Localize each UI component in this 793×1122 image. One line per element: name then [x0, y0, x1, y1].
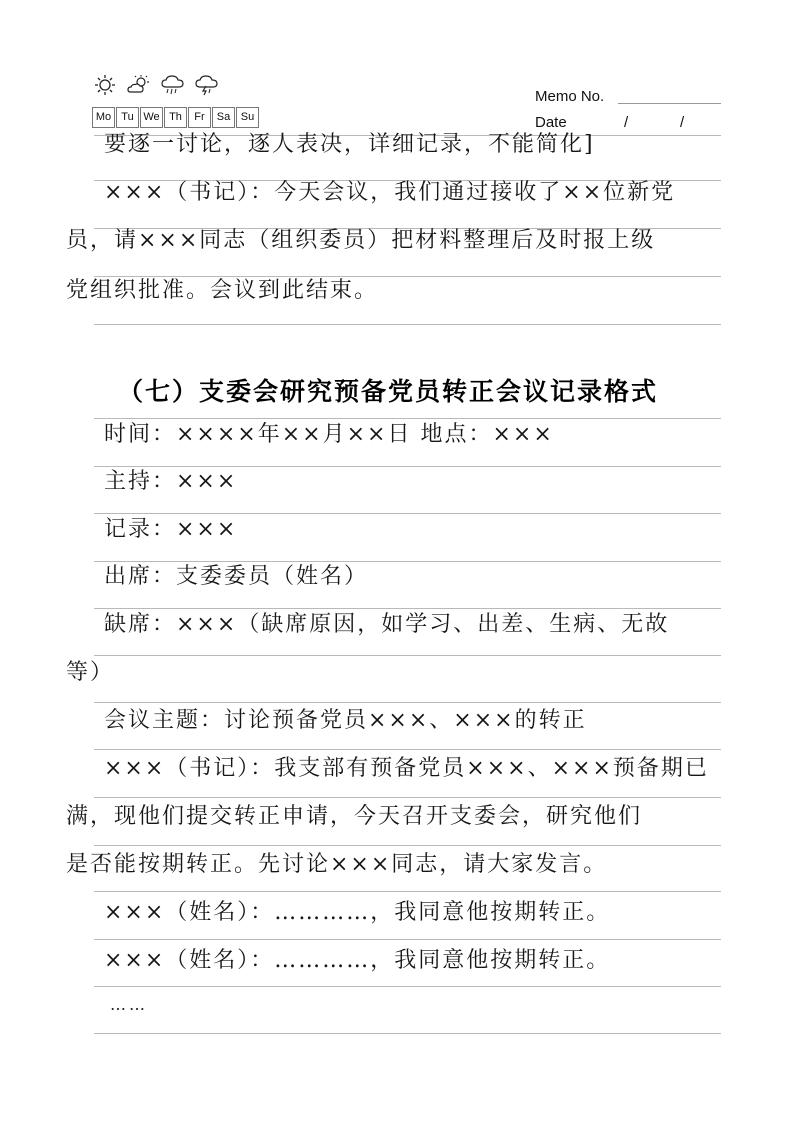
ellipsis: ……	[110, 995, 148, 1014]
ruled-line	[94, 513, 721, 514]
text-line: 党组织批准。会议到此结束。	[66, 278, 379, 303]
ruled-line	[94, 276, 721, 277]
weekday-box: We	[140, 107, 163, 128]
host-line: 主持：×××	[104, 469, 238, 494]
rain-icon	[160, 74, 186, 96]
weekday-box: Sa	[212, 107, 235, 128]
weekday-box: Tu	[116, 107, 139, 128]
ruled-line	[94, 797, 721, 798]
present-line: 出席：支委委员（姓名）	[104, 564, 369, 589]
speech-line: ×××（姓名）：…………，我同意他按期转正。	[104, 900, 611, 925]
weekday-row	[92, 107, 260, 128]
text-line: 是否能按期转正。先讨论×××同志，请大家发言。	[66, 852, 608, 877]
ruled-line	[94, 324, 721, 325]
text-line: 满，现他们提交转正申请，今天召开支委会，研究他们	[66, 804, 643, 829]
ruled-line	[94, 655, 721, 656]
section-heading: （七）支委会研究预备党员转正会议记录格式	[118, 377, 659, 406]
date-separator: /	[680, 114, 685, 131]
text-line: ×××（书记）：今天会议，我们通过接收了××位新党	[104, 180, 676, 205]
text-line: 要逐一讨论，逐人表决，详细记录，不能简化]	[104, 132, 595, 157]
ruled-line	[94, 986, 721, 987]
sun-icon	[92, 74, 118, 96]
weekday-box: Fr	[188, 107, 211, 128]
ruled-line	[94, 1033, 721, 1034]
topic-line: 会议主题：讨论预备党员×××、×××的转正	[104, 708, 587, 733]
weekday-box: Mo	[92, 107, 115, 128]
ruled-line	[94, 561, 721, 562]
speech-line: ×××（姓名）：…………，我同意他按期转正。	[104, 948, 611, 973]
absent-line: 缺席：×××（缺席原因，如学习、出差、生病、无故	[104, 612, 670, 637]
ruled-line	[94, 939, 721, 940]
ruled-line	[94, 891, 721, 892]
thunderstorm-icon	[194, 74, 220, 96]
weather-icons	[92, 74, 220, 96]
weekday-box: Su	[236, 107, 259, 128]
ruled-line	[94, 702, 721, 703]
memo-label: Memo No.	[535, 88, 605, 105]
ruled-line	[94, 749, 721, 750]
time-place-line: 时间：××××年××月××日 地点：×××	[104, 422, 554, 447]
weekday-box: Th	[164, 107, 187, 128]
text-line: ×××（书记）：我支部有预备党员×××、×××预备期已	[104, 756, 709, 781]
text-line: 员，请×××同志（组织委员）把材料整理后及时报上级	[66, 228, 656, 253]
ruled-line	[94, 845, 721, 846]
absent-line-cont: 等）	[66, 660, 115, 685]
ruled-line	[94, 466, 721, 467]
record-line: 记录：×××	[104, 517, 238, 542]
partly-cloudy-icon	[126, 74, 152, 96]
memo-underline	[618, 103, 721, 104]
ruled-line	[94, 418, 721, 419]
date-separator: /	[624, 114, 629, 131]
date-label: Date	[535, 114, 567, 131]
ruled-line	[94, 608, 721, 609]
